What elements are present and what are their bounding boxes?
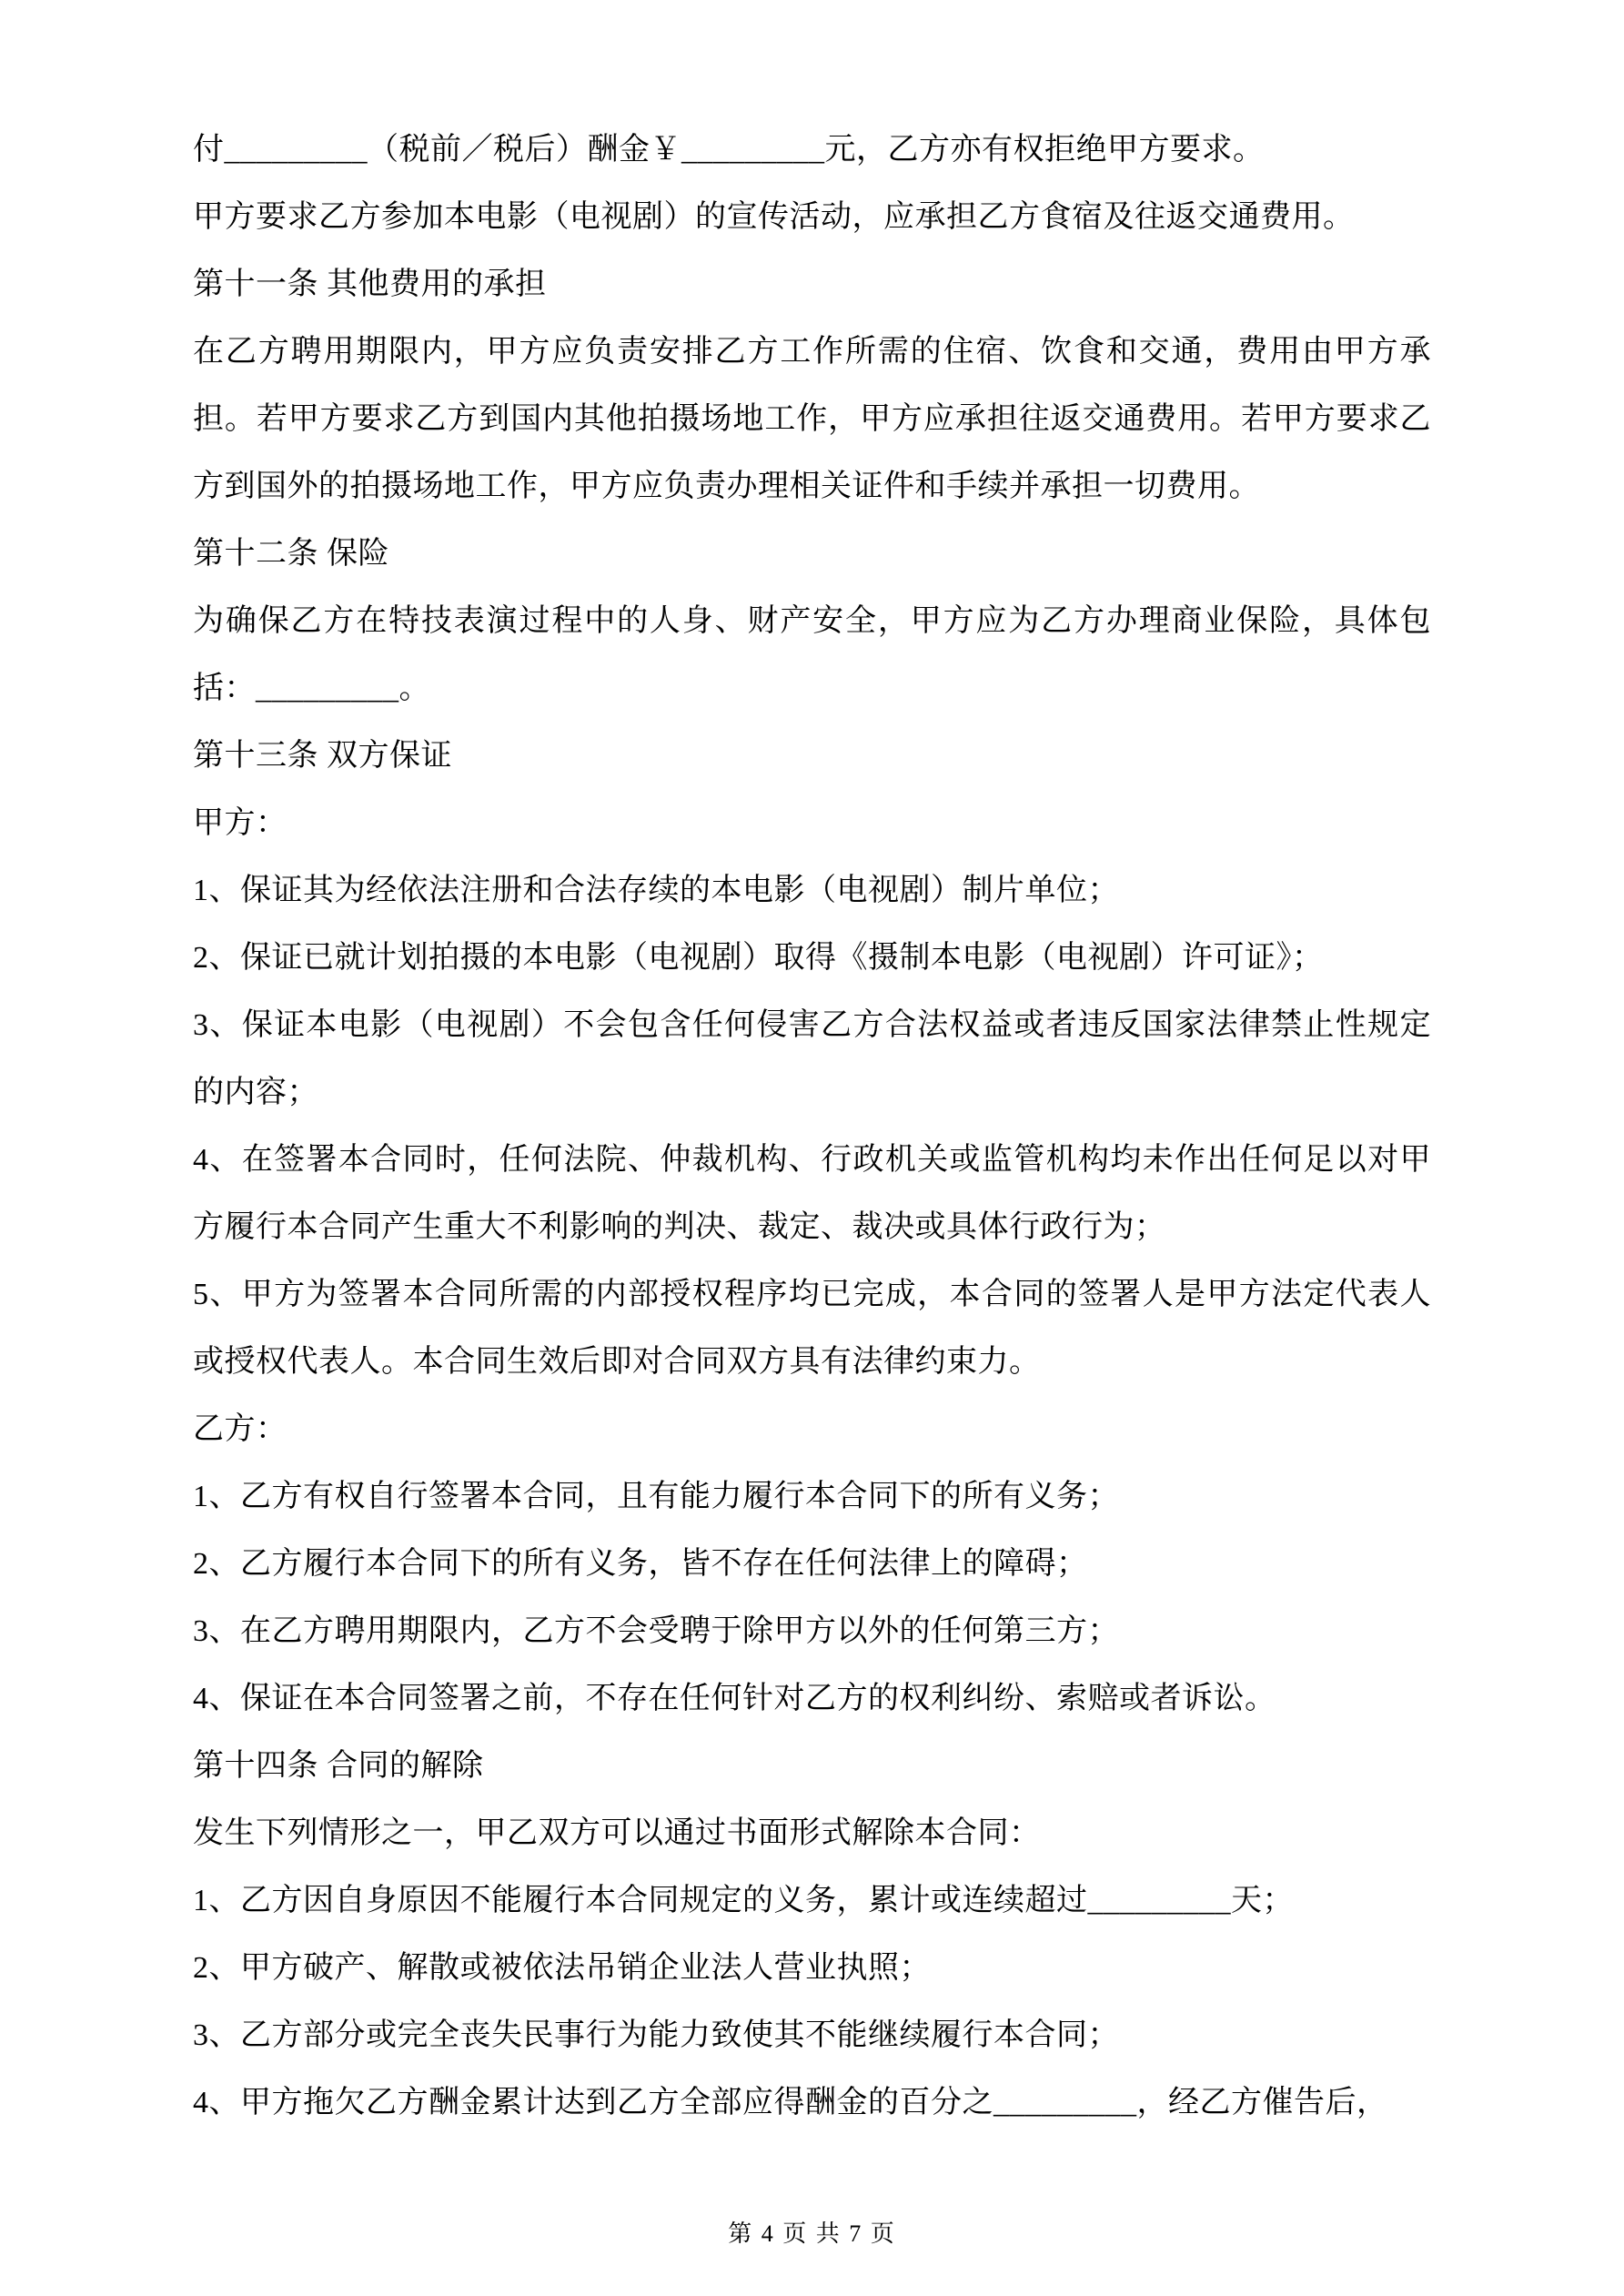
party-a-item-3: 3、保证本电影（电视剧）不会包含任何侵害乙方合法权益或者违反国家法律禁止性规定的内容；	[193, 1008, 1431, 1109]
clause-14-intro: 发生下列情形之一，甲乙双方可以通过书面形式解除本合同：	[193, 1816, 1041, 1850]
clause-14-item-4: 4、甲方拖欠乙方酬金累计达到乙方全部应得酬金的百分之_________，经乙方催告后，	[193, 2086, 1388, 2119]
party-b-item-4: 4、保证在本合同签署之前，不存在任何针对乙方的权利纠纷、索赔或者诉讼。	[193, 1682, 1276, 1715]
party-b-item-1: 1、乙方有权自行签署本合同，且有能力履行本合同下的所有义务；	[193, 1480, 1119, 1513]
contract-body	[193, 116, 1431, 2137]
party-a-item-2: 2、保证已就计划拍摄的本电影（电视剧）取得《摄制本电影（电视剧）许可证》；	[193, 941, 1324, 975]
party-a-item-5: 5、甲方为签署本合同所需的内部授权程序均已完成，本合同的签署人是甲方法定代表人或授权代表人。本合同生效后即对合同双方具有法律约束力。	[193, 1278, 1431, 1379]
party-b-item-2: 2、乙方履行本合同下的所有义务，皆不存在任何法律上的障碍；	[193, 1547, 1088, 1581]
clause-heading-14: 第十四条 合同的解除	[193, 1749, 484, 1783]
party-a-item-1: 1、保证其为经依法注册和合法存续的本电影（电视剧）制片单位；	[193, 874, 1119, 907]
clause-14-item-2: 2、甲方破产、解散或被依法吊销企业法人营业执照；	[193, 1951, 931, 1985]
party-a-label: 甲方：	[193, 806, 287, 840]
party-a-item-4: 4、在签署本合同时，任何法院、仲裁机构、行政机关或监管机构均未作出任何足以对甲方履行本合同产生重大不利影响的判决、裁定、裁决或具体行政行为；	[193, 1143, 1431, 1244]
clause-12-body: 为确保乙方在特技表演过程中的人身、财产安全，甲方应为乙方办理商业保险，具体包括：_________。	[193, 604, 1431, 705]
page-footer: 第 4 页 共 7 页	[728, 2220, 896, 2247]
clause-heading-12: 第十二条 保险	[193, 537, 389, 571]
paragraph-publicity-costs: 甲方要求乙方参加本电影（电视剧）的宣传活动，应承担乙方食宿及往返交通费用。	[193, 200, 1355, 234]
clause-14-item-1: 1、乙方因自身原因不能履行本合同规定的义务，累计或连续超过_________天；	[193, 1884, 1294, 1917]
paragraph-payment-blank: 付_________（税前／税后）酬金￥_________元，乙方亦有权拒绝甲方要求。	[193, 133, 1265, 167]
clause-11-body: 在乙方聘用期限内，甲方应负责安排乙方工作所需的住宿、饮食和交通，费用由甲方承担。若甲方要求乙方到国内其他拍摄场地工作，甲方应承担往返交通费用。若甲方要求乙方到国外的拍摄场地工作，甲方应负责办理相关证件和手续并承担一切费用。	[193, 335, 1431, 503]
clause-14-item-3: 3、乙方部分或完全丧失民事行为能力致使其不能继续履行本合同；	[193, 2018, 1119, 2052]
party-b-item-3: 3、在乙方聘用期限内，乙方不会受聘于除甲方以外的任何第三方；	[193, 1614, 1119, 1648]
clause-heading-11: 第十一条 其他费用的承担	[193, 268, 547, 301]
party-b-label: 乙方：	[193, 1412, 287, 1446]
clause-heading-13: 第十三条 双方保证	[193, 739, 452, 773]
